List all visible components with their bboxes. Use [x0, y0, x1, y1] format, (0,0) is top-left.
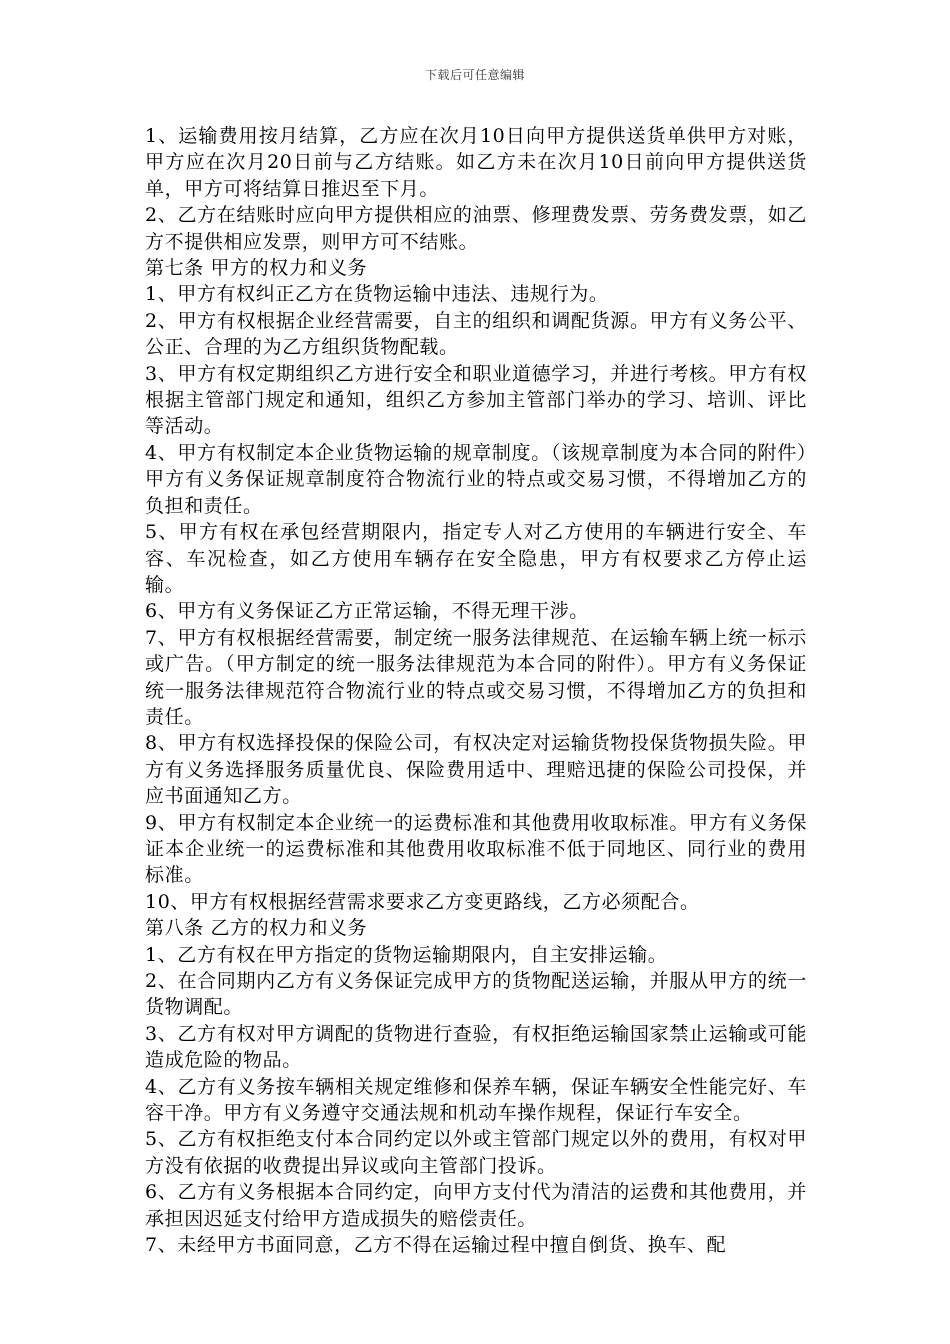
- clause-paragraph: 3、乙方有权对甲方调配的货物进行查验，有权拒绝运输国家禁止运输或可能造成危险的物品。: [145, 1022, 807, 1072]
- clause-paragraph: 1、甲方有权纠正乙方在货物运输中违法、违规行为。: [145, 283, 609, 306]
- clause-paragraph: 2、乙方在结账时应向甲方提供相应的油票、修理费发票、劳务费发票，如乙方不提供相应发票，则甲方可不结账。: [145, 204, 807, 253]
- clause-paragraph: 7、未经甲方书面同意，乙方不得在运输过程中擅自倒货、换车、配: [145, 1234, 727, 1257]
- clause-paragraph: 4、乙方有义务按车辆相关规定维修和保养车辆，保证车辆安全性能完好、车容干净。甲方有义务遵守交通法规和机动车操作规程，保证行车安全。: [145, 1075, 807, 1125]
- clause-paragraph: 1、乙方有权在甲方指定的货物运输期限内，自主安排运输。: [145, 943, 668, 966]
- clause-paragraph: 9、甲方有权制定本企业统一的运费标准和其他费用收取标准。甲方有义务保证本企业统一的运费标准和其他费用收取标准不低于同地区、同行业的费用标准。: [145, 811, 807, 887]
- clause-paragraph: 3、甲方有权定期组织乙方进行安全和职业道德学习，并进行考核。甲方有权根据主管部门规定和通知，组织乙方参加主管部门举办的学习、培训、评比等活动。: [145, 362, 807, 438]
- clause-paragraph: 6、甲方有义务保证乙方正常运输，不得无理干涉。: [145, 600, 589, 623]
- page-header: 下载后可任意编辑: [424, 68, 525, 82]
- clause-paragraph: 5、甲方有权在承包经营期限内，指定专人对乙方使用的车辆进行安全、车容、车况检查，如乙方使用车辆存在安全隐患，甲方有权要求乙方停止运输。: [145, 521, 807, 596]
- document-body: [145, 123, 807, 1258]
- clause-paragraph: 8、甲方有权选择投保的保险公司，有权决定对运输货物投保货物损失险。甲方有义务选择服务质量优良、保险费用适中、理赔迅捷的保险公司投保，并应书面通知乙方。: [145, 732, 807, 808]
- clause-paragraph: 6、乙方有义务根据本合同约定，向甲方支付代为清洁的运费和其他费用，并承担因迟延支付给甲方造成损失的赔偿责任。: [145, 1181, 807, 1230]
- clause-paragraph: 7、甲方有权根据经营需要，制定统一服务法律规范、在运输车辆上统一标示或广告。（甲方制定的统一服务法律规范为本合同的附件）。甲方有义务保证统一服务法律规范符合物流行业的特点或交易习惯，不得增加乙方的负担和责任。: [145, 626, 807, 728]
- clause-paragraph: 4、甲方有权制定本企业货物运输的规章制度。（该规章制度为本合同的附件）甲方有义务保证规章制度符合物流行业的特点或交易习惯，不得增加乙方的负担和责任。: [145, 441, 807, 517]
- clause-paragraph: 2、甲方有权根据企业经营需要，自主的组织和调配货源。甲方有义务公平、公正、合理的为乙方组织货物配载。: [145, 309, 807, 359]
- clause-paragraph: 2、在合同期内乙方有义务保证完成甲方的货物配送运输，并服从甲方的统一货物调配。: [145, 970, 807, 1019]
- section-heading: 第八条 乙方的权力和义务: [145, 917, 368, 940]
- clause-paragraph: 1、运输费用按月结算，乙方应在次月10日向甲方提供送货单供甲方对账，甲方应在次月20日前与乙方结账。如乙方未在次月10日前向甲方提供送货单，甲方可将结算日推迟至下月。: [145, 125, 807, 200]
- clause-paragraph: 5、乙方有权拒绝支付本合同约定以外或主管部门规定以外的费用，有权对甲方没有依据的收费提出异议或向主管部门投诉。: [145, 1128, 807, 1177]
- clause-paragraph: 10、甲方有权根据经营需求要求乙方变更路线，乙方必须配合。: [145, 890, 700, 913]
- section-heading: 第七条 甲方的权力和义务: [145, 257, 368, 280]
